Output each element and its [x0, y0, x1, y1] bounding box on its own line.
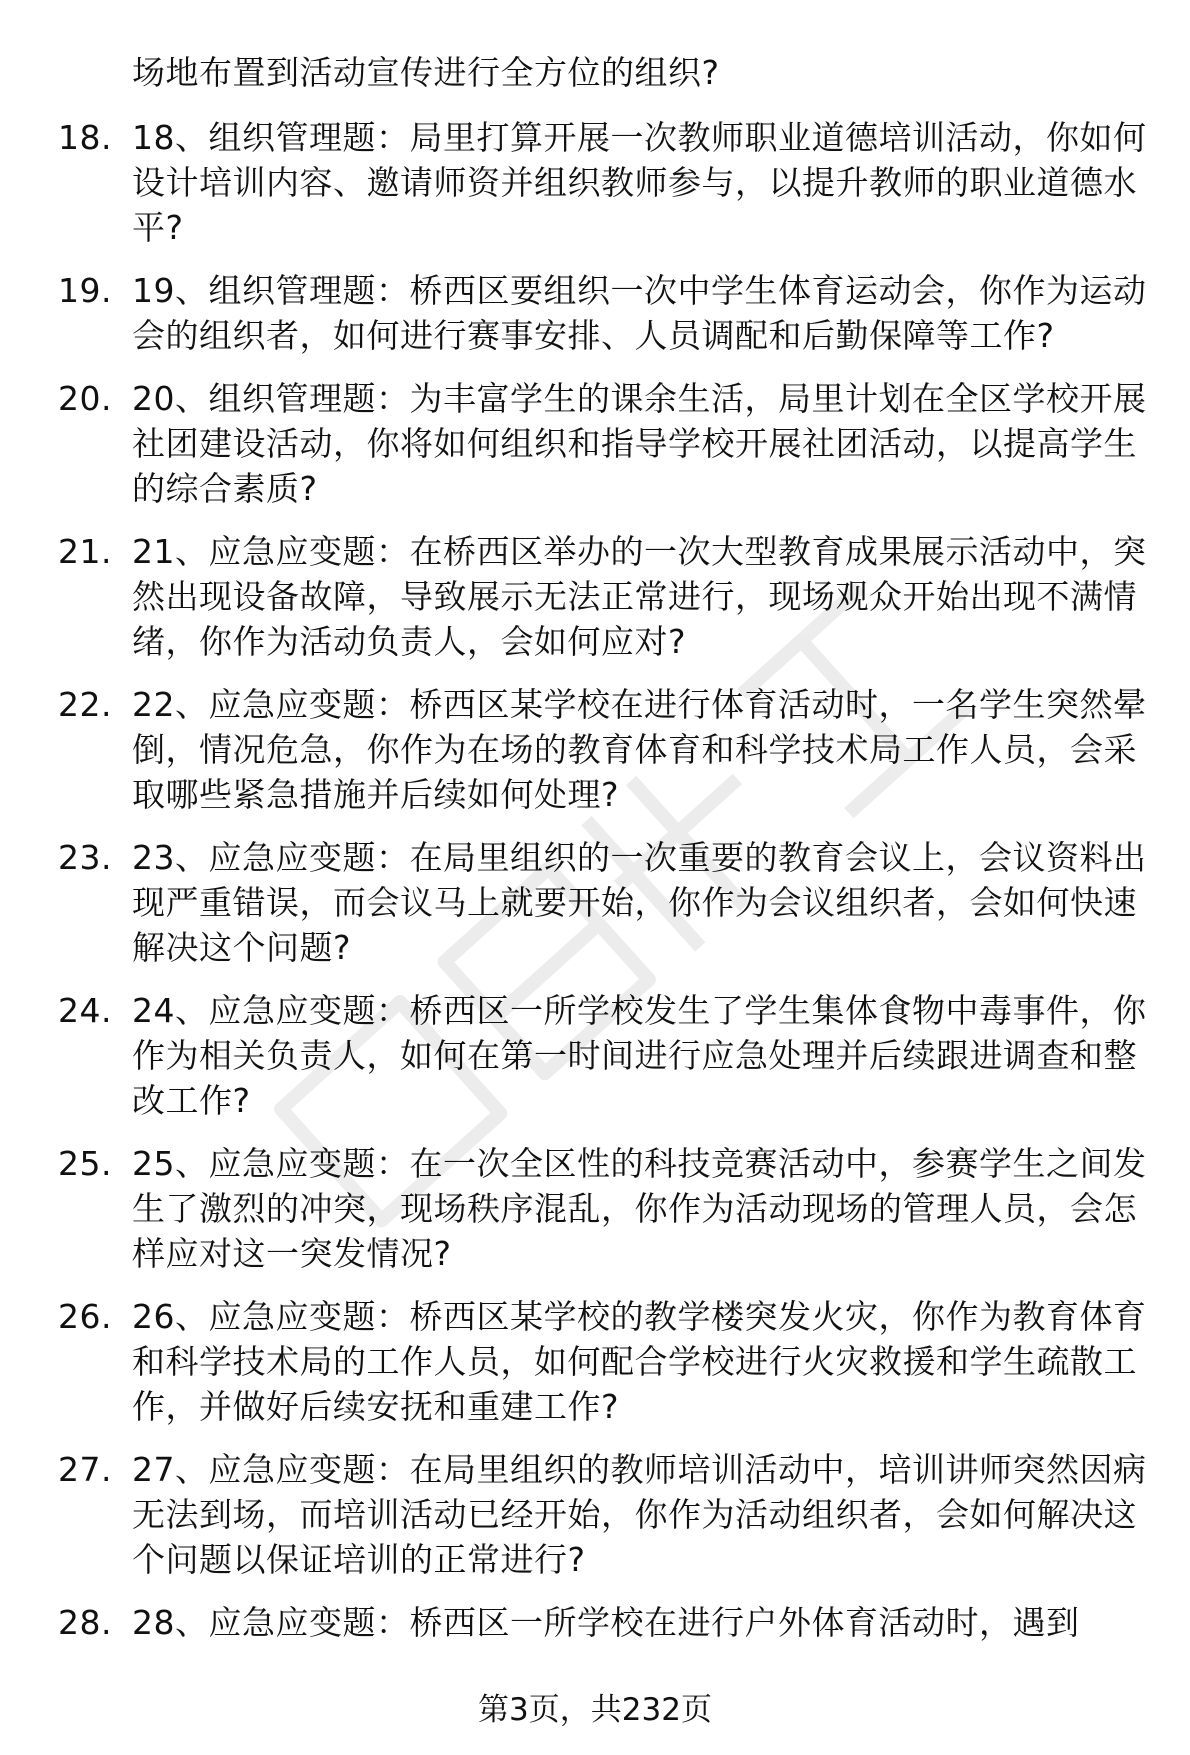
page-footer: 第3页，共232页 [478, 1692, 712, 1728]
question-text: 18、组织管理题：局里打算开展一次教师职业道德培训活动，你如何设计培训内容、邀请师资并组织教师参与，以提升教师的职业道德水平? [132, 118, 1147, 247]
question-item [58, 1600, 1148, 1645]
question-item [58, 1141, 1148, 1276]
question-text: 22、应急应变题：桥西区某学校在进行体育活动时，一名学生突然晕倒，情况危急，你作为在场的教育体育和科学技术局工作人员，会采取哪些紧急措施并后续如何处理? [132, 685, 1147, 814]
question-number: 23. [58, 838, 112, 877]
question-number: 21. [58, 532, 112, 571]
question-item [58, 1447, 1148, 1582]
question-text: 21、应急应变题：在桥西区举办的一次大型教育成果展示活动中，突然出现设备故障，导致展示无法正常进行，现场观众开始出现不满情绪，你作为活动负责人，会如何应对? [132, 532, 1147, 661]
question-item [58, 115, 1148, 250]
question-item [58, 268, 1148, 358]
question-text: 19、组织管理题：桥西区要组织一次中学生体育运动会，你作为运动会的组织者，如何进行赛事安排、人员调配和后勤保障等工作? [132, 271, 1147, 355]
question-item [58, 376, 1148, 511]
question-number: 18. [58, 118, 112, 157]
question-text: 25、应急应变题：在一次全区性的科技竞赛活动中，参赛学生之间发生了激烈的冲突，现场秩序混乱，你作为活动现场的管理人员，会怎样应对这一突发情况? [132, 1144, 1147, 1273]
question-item [58, 988, 1148, 1123]
question-text: 26、应急应变题：桥西区某学校的教学楼突发火灾，你作为教育体育和科学技术局的工作人员，如何配合学校进行火灾救援和学生疏散工作，并做好后续安抚和重建工作? [132, 1297, 1147, 1426]
question-number: 22. [58, 685, 112, 724]
question-number: 19. [58, 271, 112, 310]
question-item [58, 529, 1148, 664]
question-list [58, 115, 1148, 1663]
question-item [58, 835, 1148, 970]
question-item [58, 682, 1148, 817]
question-number: 28. [58, 1603, 112, 1642]
question-number: 20. [58, 379, 112, 418]
question-item [58, 1294, 1148, 1429]
question-text: 24、应急应变题：桥西区一所学校发生了学生集体食物中毒事件，你作为相关负责人，如何在第一时间进行应急处理并后续跟进调查和整改工作? [132, 991, 1147, 1120]
question-number: 25. [58, 1144, 112, 1183]
question-number: 24. [58, 991, 112, 1030]
question-text: 23、应急应变题：在局里组织的一次重要的教育会议上，会议资料出现严重错误，而会议马上就要开始，你作为会议组织者，会如何快速解决这个问题? [132, 838, 1147, 967]
question-text: 20、组织管理题：为丰富学生的课余生活，局里计划在全区学校开展社团建设活动，你将如何组织和指导学校开展社团活动，以提高学生的综合素质? [132, 379, 1147, 508]
question-text: 28、应急应变题：桥西区一所学校在进行户外体育活动时，遇到 [132, 1603, 1080, 1642]
question-number: 26. [58, 1297, 112, 1336]
question-text: 27、应急应变题：在局里组织的教师培训活动中，培训讲师突然因病无法到场，而培训活动已经开始，你作为活动组织者，会如何解决这个问题以保证培训的正常进行? [132, 1450, 1147, 1579]
question-number: 27. [58, 1450, 112, 1489]
continued-question-text: 场地布置到活动宣传进行全方位的组织? [132, 53, 720, 92]
